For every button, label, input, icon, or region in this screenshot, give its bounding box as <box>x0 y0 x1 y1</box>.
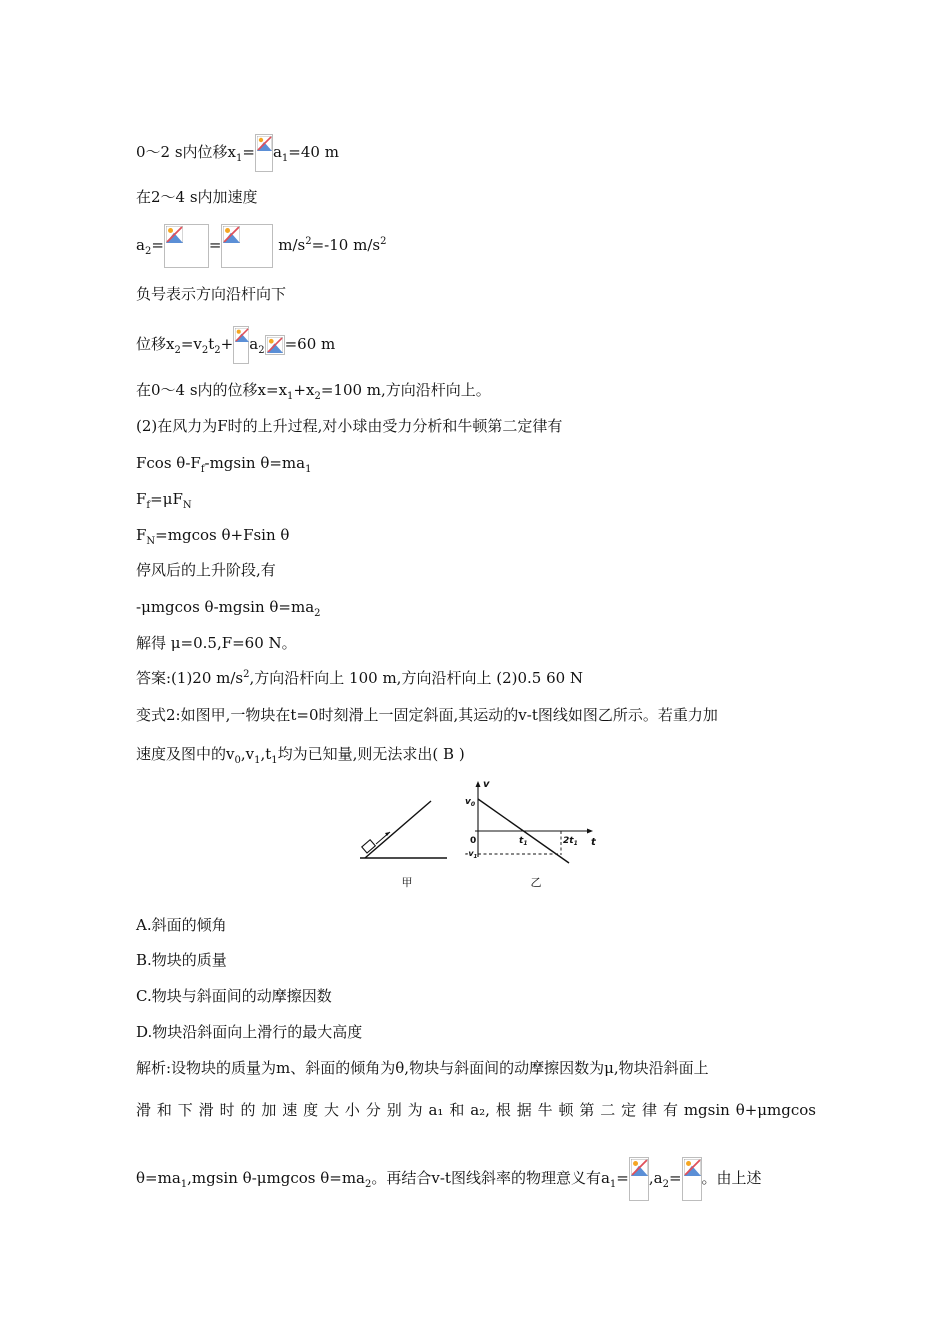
broken-image-icon <box>629 1157 649 1201</box>
text: -μmgcos θ-mgsin θ=ma <box>136 598 315 616</box>
incline-line <box>365 801 431 858</box>
option-d: D.物块沿斜面向上滑行的最大高度 <box>136 1023 363 1041</box>
total-displacement-line <box>136 379 816 401</box>
word: 顿 <box>558 1101 574 1119</box>
word: 速 <box>282 1101 298 1119</box>
option-a: A.斜面的倾角 <box>136 916 227 934</box>
caption-left: 甲 <box>401 876 413 889</box>
text: F <box>136 526 147 544</box>
label-t-axis: t <box>591 837 596 848</box>
superscript: 2 <box>380 236 387 247</box>
analysis-line-2 <box>136 1099 816 1121</box>
text: =μF <box>150 490 183 508</box>
word: θ+μmgcos <box>735 1101 816 1119</box>
acceleration-a2-line <box>136 223 816 268</box>
text: 。由上述 <box>701 1169 762 1187</box>
text: = <box>151 236 164 254</box>
subscript: 2 <box>201 345 209 356</box>
text: 。再结合v-t图线斜率的物理意义有a <box>371 1169 610 1187</box>
word: a₁ <box>428 1101 444 1119</box>
text: a <box>136 236 145 254</box>
answer-line <box>136 667 816 689</box>
subscript: 1 <box>287 391 294 402</box>
word: 下 <box>177 1101 193 1119</box>
text: + <box>220 335 234 353</box>
word: 定 <box>621 1101 637 1119</box>
word: mgsin <box>683 1101 730 1119</box>
word: 和 <box>156 1101 172 1119</box>
text: a <box>249 335 259 353</box>
equation-friction <box>136 488 816 510</box>
word: 据 <box>516 1101 532 1119</box>
text: 均为已知量,则无法求出( B ) <box>277 745 465 763</box>
word: 时 <box>219 1101 235 1119</box>
v-axis-arrow <box>476 781 481 787</box>
word: 二 <box>600 1101 616 1119</box>
broken-image-icon <box>682 1157 702 1201</box>
text: 位移x <box>136 335 175 353</box>
text: = <box>242 143 255 161</box>
displacement-x2-line <box>136 326 816 364</box>
label-v-axis: v <box>483 779 490 790</box>
subscript: 1 <box>254 755 261 766</box>
text: t <box>208 335 215 353</box>
solution-result: 解得 μ=0.5,F=60 N。 <box>136 634 297 652</box>
equation-force-balance <box>136 452 816 474</box>
subscript: 1 <box>281 153 289 164</box>
subscript: 1 <box>236 153 243 164</box>
t-axis-arrow <box>587 829 593 834</box>
subscript: 1 <box>180 1179 188 1190</box>
variant-2-question: 变式2:如图甲,一物块在t=0时刻滑上一固定斜面,其运动的v-t图线如图乙所示。若重力加 <box>136 706 718 724</box>
equation-deceleration <box>136 596 816 618</box>
part2-intro: (2)在风力为F时的上升过程,对小球由受力分析和牛顿第二定律有 <box>136 417 563 435</box>
text: 在0～4 s内的位移x=x <box>136 381 288 399</box>
word: 滑 <box>198 1101 214 1119</box>
option-b: B.物块的质量 <box>136 951 227 969</box>
word: 为 <box>407 1101 423 1119</box>
text: 0～2 s内位移x <box>136 143 237 161</box>
text: Fcos θ-F <box>136 454 201 472</box>
label-origin: 0 <box>470 836 477 846</box>
text: a <box>272 143 282 161</box>
word: 和 <box>449 1101 465 1119</box>
option-c: C.物块与斜面间的动摩擦因数 <box>136 987 332 1005</box>
variant-2-question-cont <box>136 743 816 765</box>
text: ,方向沿杆向上 100 m,方向沿杆向上 (2)0.5 60 N <box>249 669 584 687</box>
word: 第 <box>579 1101 595 1119</box>
text: 速度及图中的v <box>136 745 235 763</box>
subscript: 1 <box>271 755 278 766</box>
text: =40 m <box>288 143 339 161</box>
text: ,t <box>260 745 272 763</box>
analysis-line-3 <box>136 1156 816 1201</box>
broken-image-icon <box>265 335 285 355</box>
subscript: 2 <box>314 608 321 619</box>
label-t1: $t_1$ <box>519 836 528 847</box>
subscript: 1 <box>305 464 312 475</box>
subscript: 2 <box>258 345 265 356</box>
superscript: 2 <box>243 669 250 680</box>
word: 律 <box>642 1101 658 1119</box>
label-2t1: $2t_1$ <box>563 836 578 847</box>
superscript: 2 <box>305 236 312 247</box>
subscript: 2 <box>365 1179 372 1190</box>
acceleration-2-4s-heading: 在2～4 s内加速度 <box>136 188 258 206</box>
broken-image-icon <box>233 326 249 364</box>
subscript: 2 <box>214 345 221 356</box>
word: 有 <box>662 1101 678 1119</box>
subscript: N <box>146 536 156 547</box>
word: 滑 <box>136 1101 152 1119</box>
text: +x <box>293 381 315 399</box>
figure-incline-and-vt-graph <box>355 775 605 897</box>
text: F <box>136 490 147 508</box>
text: -mgsin θ=ma <box>204 454 306 472</box>
text: = <box>208 236 222 254</box>
text: 答案:(1)20 m/s <box>136 669 244 687</box>
analysis-line-1: 解析:设物块的质量为m、斜面的倾角为θ,物块与斜面间的动摩擦因数为μ,物块沿斜面上 <box>136 1059 709 1077</box>
text: = <box>616 1169 629 1187</box>
text: =v <box>180 335 202 353</box>
equation-normal-force <box>136 524 816 546</box>
word: 小 <box>344 1101 360 1119</box>
subscript: 2 <box>314 391 321 402</box>
broken-image-icon <box>221 224 273 268</box>
text: =60 m <box>284 335 336 353</box>
word: 度 <box>303 1101 319 1119</box>
text: m/s <box>273 236 306 254</box>
label-v0: $v_0$ <box>465 797 476 808</box>
subscript: 2 <box>174 345 181 356</box>
text: =100 m,方向沿杆向上。 <box>320 381 491 399</box>
text: =-10 m/s <box>311 236 381 254</box>
after-wind-stops: 停风后的上升阶段,有 <box>136 561 276 579</box>
subscript: 0 <box>234 755 241 766</box>
text: ,v <box>240 745 255 763</box>
subscript: f <box>146 500 151 511</box>
subscript: N <box>182 500 192 511</box>
direction-note: 负号表示方向沿杆向下 <box>136 285 287 303</box>
word: 的 <box>240 1101 256 1119</box>
caption-right: 乙 <box>530 876 542 889</box>
word: 加 <box>261 1101 277 1119</box>
subscript: 2 <box>144 246 152 257</box>
subscript: f <box>200 464 205 475</box>
broken-image-icon <box>164 224 209 268</box>
displacement-0-2s-line <box>136 134 816 172</box>
text: = <box>668 1169 682 1187</box>
word: 根 <box>495 1101 511 1119</box>
label-neg-v1: $-v_1$ <box>465 849 478 860</box>
word: a₂, <box>470 1101 490 1119</box>
figure-svg <box>355 775 605 893</box>
word: 大 <box>324 1101 340 1119</box>
text: ,a <box>648 1169 663 1187</box>
word: 牛 <box>537 1101 553 1119</box>
text: θ=ma <box>136 1169 181 1187</box>
word: 分 <box>365 1101 381 1119</box>
subscript: 2 <box>662 1179 669 1190</box>
broken-image-icon <box>255 134 273 172</box>
word: 别 <box>386 1101 402 1119</box>
subscript: 1 <box>609 1179 617 1190</box>
text: =mgcos θ+Fsin θ <box>155 526 290 544</box>
text: ,mgsin θ-μmgcos θ=ma <box>187 1169 365 1187</box>
